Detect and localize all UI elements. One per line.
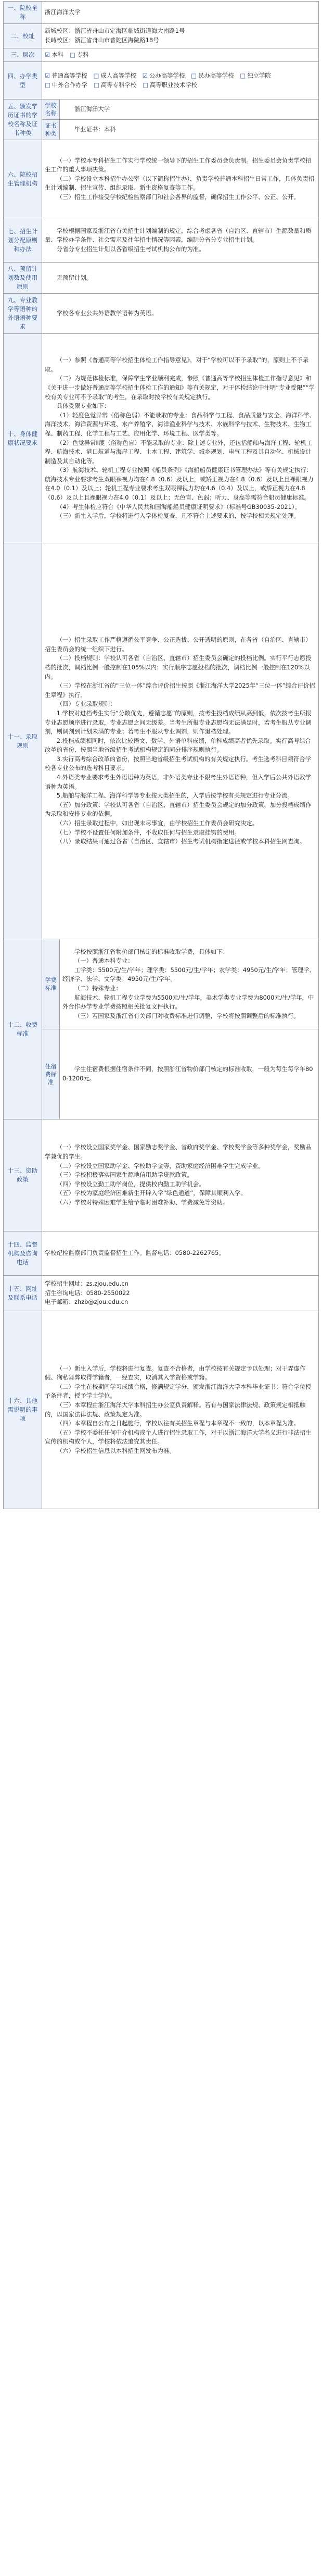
- checkbox-icon: □: [93, 71, 99, 79]
- paragraph: （一）招生录取工作严格遵循公平竞争、公正选拔、公开透明的原则，在各省（自治区、直辖市）招生委员会的统一组织下进行。: [45, 636, 312, 653]
- row-content: [60, 939, 319, 1029]
- paragraph: （六）学校招生信息以本科招生网发布为准。: [56, 1447, 175, 1454]
- table-row: [4, 62, 319, 99]
- row-label: 十五、网址及联系电话: [4, 1276, 42, 1311]
- paragraph: 浙江海洋大学: [45, 8, 81, 16]
- row-content: [42, 1276, 319, 1311]
- paragraph: 无预留计划。: [56, 273, 93, 281]
- sub-label: 住宿费标准: [42, 1029, 60, 1119]
- paragraph: 3.实行高考综合改革的省份，按照当地省级招生考试机构的有关规定执行。考生选考科目须符合学校各专业公布的选考科目要求。: [45, 755, 312, 772]
- checkbox-icon: ☑: [45, 71, 50, 79]
- checkbox-label: 独立学院: [247, 71, 271, 79]
- row-label: 三、层次: [4, 48, 42, 62]
- row-content: [42, 218, 319, 263]
- row-label: 二、校址: [4, 24, 42, 48]
- row-content: [42, 294, 319, 334]
- paragraph: 工学类：5500元/生/学年；理学类：5500元/生/学年；农学类：4950元/生/学年；管理学、经济学、法学、文学类：4950元/生/学年。: [62, 966, 315, 983]
- row-label: 四、办学类型: [4, 62, 42, 99]
- paragraph: 学校各专业公共外语教学语种为英语。: [56, 309, 158, 317]
- table-row: [4, 334, 319, 543]
- paragraph: 学校根据国家及浙江省有关招生计划编制的规定，综合考虑各省（自治区、直辖市）生源数量和质量、学校办学条件、社会需求及往年招生情况等因素，编制分省分专业招生计划。: [45, 227, 312, 244]
- paragraph: （二）学生在校期间学习成绩合格，修满规定学分，颁发浙江海洋大学本科毕业证书；符合学位授予条件者，授予学士学位。: [45, 1383, 312, 1400]
- paragraph: 浙江海洋大学: [74, 105, 110, 113]
- table-row: [4, 1311, 319, 1509]
- paragraph: （三）学校在浙江省的“三位一体”综合评价招生按照《浙江海洋大学2025年“三位一体”综合评价招生章程》执行。: [45, 682, 315, 699]
- checkbox-option: [94, 71, 136, 81]
- checkbox-label: 高等职业技术学校: [150, 81, 198, 89]
- checkbox-label: 本科: [51, 51, 64, 58]
- paragraph: （一）学校本专科招生工作实行学校统一领导下的招生工作委员会负责制。招生委员会负责学校招生工作的重大事项决策。: [45, 156, 312, 173]
- checkbox-icon: □: [94, 81, 99, 89]
- paragraph: 电子邮箱：zhzb@zjou.edu.cn: [45, 1298, 128, 1306]
- paragraph: （六）招生录取过程中，如出现未尽事宜，由学校招生工作委员会研究决定。: [56, 819, 259, 827]
- row-label: 九、专业教学等语种的外语语种要求: [4, 294, 42, 334]
- row-content: [42, 48, 319, 62]
- checkbox-label: 民办高等学校: [198, 71, 234, 79]
- checkbox-option: [143, 71, 185, 81]
- checkbox-option: [45, 51, 63, 60]
- row-content: [60, 1029, 319, 1119]
- sub-label: 证书种类: [42, 120, 60, 140]
- row-label: 六、院校招生管理机构: [4, 140, 42, 218]
- paragraph: 学生住宿费根据住宿条件不同，按照浙江省物价部门核定的标准收取，一般为每生每学年800-1200元。: [62, 1065, 313, 1082]
- paragraph: （一）普通本科专业：: [74, 957, 134, 965]
- row-label: 一、院校全称: [4, 2, 42, 24]
- checkbox-label: 专科: [76, 51, 89, 58]
- table-row: [4, 1029, 319, 1119]
- paragraph: （五）学校不委托任何中介机构或个人进行招生录取工作，对于以浙江海洋大学名义进行非法招生宣传的机构或个人，学校将依法追究其责任。: [45, 1428, 312, 1446]
- paragraph: 航海技术、轮机工程专业学费为5500元/生/学年，美术学类专业学费为8000元/生/学年，中外合作办学专业学费按照相关批复文件执行。: [62, 993, 314, 1011]
- row-label: 十四、监督机构及咨询电话: [4, 1231, 42, 1276]
- paragraph: 长峙校区：浙江省舟山市普陀区海院路18号: [45, 36, 159, 44]
- table-row: [4, 939, 319, 1029]
- paragraph: （五）学校为家庭经济困难新生开辟入学“绿色通道”，保障其顺利入学。: [56, 1189, 247, 1197]
- checkbox-icon: □: [143, 81, 149, 89]
- paragraph: （3）航海技术、轮机工程专业按照《船员条例》《海船船员健康证书管理办法》等有关规定执行：航海技术专业要求考生双眼裸视力均在4.8（0.6）及以上，或矫正视力在4.8（0.6）及以上且裸眼视力在4.0（0.1）及以上；轮机工程专业要求考生双眼裸视力均在4.6（0.4）及以上，或矫正视力在4.8（0.6）及以上且裸眼视力在4.0（0.1）及以上；无色盲、色弱；听力、身高等需符合船员健康标准。: [45, 466, 314, 502]
- checkbox-icon: ☑: [142, 71, 148, 79]
- row-content: [42, 334, 319, 543]
- paragraph: （三）学校积极落实国家生源地信用助学贷款政策。: [56, 1171, 193, 1179]
- paragraph: 毕业证书：本科: [74, 126, 116, 133]
- checkbox-option: [70, 51, 89, 60]
- paragraph: 具体受限专业如下：: [56, 402, 110, 410]
- paragraph: （2）色觉异常Ⅱ度（俗称色盲）不能录取的专业：除上述专业外，还包括船舶与海洋工程、轮机工程、航海技术、港口航道与海岸工程、土木工程、建筑学、城乡规划、电气工程及其自动化、机械设计制造及其自动化等。: [45, 439, 313, 465]
- sub-label: 学费标准: [42, 939, 60, 1029]
- checkbox-label: 普通高等学校: [51, 71, 87, 79]
- paragraph: （二）为规范体检标准，保障学生学业顺利完成，参照《普通高等学校招生体检工作指导意见》和《关于进一步做好普通高等学校招生体检工作的通知》等有关规定，对于体检结论中注明“专业受限”“学校有关专业可不予录取”的考生，在录取时按学校有关规定执行。: [45, 375, 315, 401]
- row-content: [42, 2, 319, 24]
- row-content: [42, 263, 319, 294]
- table-row: [4, 263, 319, 294]
- row-content: [42, 62, 319, 99]
- checkbox-option: [45, 71, 87, 81]
- paragraph: （七）学校不设置任何附加条件，不收取任何与招生录取挂钩的费用。: [56, 828, 240, 836]
- row-content: [42, 1119, 319, 1231]
- sub-label: 学校名称: [42, 99, 60, 120]
- paragraph: （一）新生入学后，学校将进行复查。复查不合格者，由学校按有关规定予以处理；对于弄虚作假、徇私舞弊取得学籍者，一经查实，取消其入学资格或学籍。: [45, 1364, 306, 1382]
- paragraph: 学校招生网址：zs.zjou.edu.cn: [45, 1280, 128, 1288]
- checkbox-label: 成人高等学校: [100, 71, 136, 79]
- table-row: [4, 2, 319, 24]
- row-content: [42, 1231, 319, 1276]
- checkbox-icon: □: [45, 81, 50, 89]
- paragraph: （一）参照《普通高等学校招生体检工作指导意见》，对于“学校可以不予录取”的，原则上不予录取。: [45, 356, 309, 373]
- paragraph: （二）学校设立国家助学金、学校助学金等，资助家庭经济困难学生完成学业。: [56, 1162, 264, 1169]
- row-content: [42, 543, 319, 939]
- row-label: 十三、资助政策: [4, 1119, 42, 1231]
- row-label: 十二、收费标准: [4, 939, 42, 1119]
- row-content: [60, 120, 319, 140]
- row-label: 十一、录取规则: [4, 543, 42, 939]
- checkbox-icon: □: [240, 71, 246, 79]
- table-row: [4, 48, 319, 62]
- paragraph: （一）学校设立国家奖学金、国家励志奖学金、省政府奖学金、学校奖学金等多种奖学金，奖励品学兼优的学生。: [45, 1143, 312, 1161]
- checkbox-option: [45, 81, 87, 90]
- row-content: [42, 24, 319, 48]
- table-row: [4, 1276, 319, 1311]
- admission-charter-table: [3, 1, 319, 1509]
- table-row: [4, 543, 319, 939]
- table-row: [4, 140, 319, 218]
- paragraph: （八）录取结果可通过各省（自治区、直辖市）招生考试机构指定途径或学校本科招生网查询。: [56, 838, 306, 845]
- table-row: [4, 120, 319, 140]
- paragraph: 招生咨询电话：0580-2550022: [45, 1289, 130, 1297]
- row-label: 八、预留计划数及使用原则: [4, 263, 42, 294]
- paragraph: （二）投档规则：学校认可各省（自治区、直辖市）招生委员会确定的投档比例。实行平行志愿投档的批次，调档比例一般控制在105%以内；实行顺序志愿投档的批次，调档比例一般控制在120%以内。: [45, 654, 312, 680]
- paragraph: 4.外语类专业要求考生外语语种为英语，非外语类专业不限考生外语语种，但入学后公共外语教学语种为英语。: [45, 774, 312, 790]
- paragraph: 5.船舶与海洋工程、海洋科学等专业按大类招生的，入学后按学校有关规定进行专业分流。: [56, 792, 293, 800]
- paragraph: 分省分专业招生计划以各省级招生考试机构公布的为准。: [56, 245, 205, 253]
- row-label: 五、颁发学历证书的学校名称及证书种类: [4, 99, 42, 140]
- table-row: [4, 1119, 319, 1231]
- checkbox-icon: □: [70, 51, 75, 58]
- paragraph: （二）学校设立本科招生办公室（以下简称招生办），负责学校普通本科招生日常工作，具体负责招生计划编制、招生宣传、组织录取、新生资格复查等工作。: [45, 175, 315, 192]
- paragraph: （1）轻度色觉异常（俗称色弱）不能录取的专业：食品科学与工程、食品质量与安全、海洋科学、海洋技术、海洋资源与环境、水产养殖学、海洋渔业科学与技术、水族科学与技术、生物技术、生物工程、制药工程、化学工程与工艺、应用化学、环境工程、医学类等。: [45, 411, 315, 437]
- paragraph: 2.投档成绩相同时，依次比较语文、数学、外语单科成绩，单科成绩高者优先录取。实行高考综合改革的省份，按照当地省级招生考试机构规定的同分排序规则执行。: [45, 737, 312, 754]
- checkbox-icon: □: [191, 71, 197, 79]
- paragraph: （五）加分政策：学校认可各省（自治区、直辖市）招生委员会规定的加分政策，加分投档成绩作为录取和安排专业的依据。: [45, 801, 312, 818]
- row-label: 十、身体健康状况要求: [4, 334, 42, 543]
- paragraph: （六）学校对特殊困难学生给予临时困难补助、学费减免等资助。: [56, 1198, 229, 1206]
- paragraph: 1.学校对进档考生实行“分数优先，遵循志愿”的原则，按考生投档成绩从高到低，依次按考生所报专业志愿顺序进行录取，专业志愿之间无级差。当考生所报专业志愿均无法满足时，若考生服从专业调剂，则调剂到计划未满的专业；若考生不服从专业调剂，则作退档处理。: [45, 709, 312, 736]
- page-footer-space: [3, 1509, 319, 1517]
- row-content: [42, 140, 319, 218]
- paragraph: （四）专业录取规则：: [56, 700, 116, 708]
- checkbox-option: [143, 81, 197, 90]
- paragraph: 新城校区：浙江省舟山市定海区临城街道海大南路1号: [45, 27, 185, 35]
- checkbox-option: [94, 81, 136, 90]
- paragraph: （四）学校设立勤工助学岗位，提供校内勤工助学机会。: [56, 1180, 205, 1188]
- table-row: [4, 218, 319, 263]
- paragraph: （三）本章程由浙江海洋大学本科招生办公室负责解释。若有与国家法律法规、政策规定相抵触的，以国家法律法规、政策规定为准。: [45, 1401, 306, 1418]
- paragraph: （二）特殊专业：: [74, 985, 122, 992]
- row-label: 七、招生计划分配原则和办法: [4, 218, 42, 263]
- checkbox-label: 公办高等学校: [149, 71, 185, 79]
- table-row: [4, 99, 319, 120]
- checkbox-option: [191, 71, 234, 81]
- paragraph: 学校按照浙江省物价部门核定的标准收取学费，具体如下：: [74, 948, 228, 955]
- table-row: [4, 1231, 319, 1276]
- paragraph: （三）若国家及浙江省有关部门对收费标准进行调整，学校将按照调整后的标准执行。: [74, 1012, 300, 1019]
- row-content: [60, 99, 319, 120]
- paragraph: （三）新生入学后，学校将进行入学体检复查，凡不符合上述要求的，按学校相关规定处理。: [56, 512, 300, 520]
- checkbox-label: 高等专科学校: [100, 81, 137, 89]
- checkbox-label: 中外合作办学: [51, 81, 88, 89]
- table-row: [4, 24, 319, 48]
- paragraph: 学校纪检监察部门负责监督招生工作。监督电话：0580-2262765。: [45, 1249, 225, 1257]
- checkbox-option: [240, 71, 271, 81]
- paragraph: （三）招生工作接受学校纪检监察部门和社会各界的监督，确保招生工作公平、公正、公开。: [56, 193, 300, 201]
- paragraph: （四）本章程自公布之日起施行，学校以往有关招生章程与本章程不一致的，以本章程为准。: [56, 1420, 300, 1427]
- table-row: [4, 294, 319, 334]
- checkbox-icon: ☑: [45, 51, 50, 58]
- paragraph: （4）考生体检应符合《中华人民共和国海船船员健康证明要求》（标准号GB30035-2021）。: [56, 503, 301, 511]
- row-label: 十六、其他需说明的事项: [4, 1311, 42, 1509]
- row-content: [42, 1311, 319, 1509]
